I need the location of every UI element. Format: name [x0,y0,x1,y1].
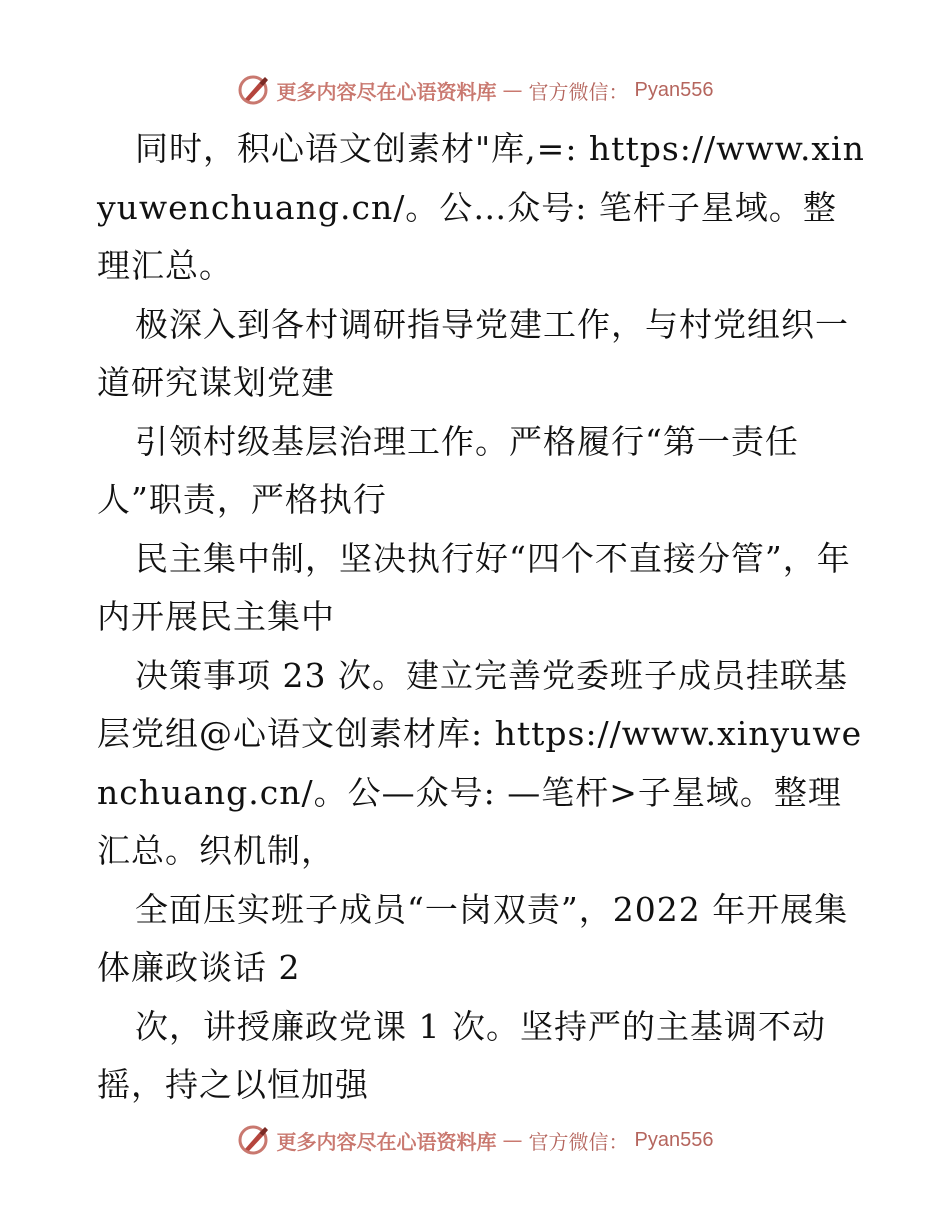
paragraph-3: 引领村级基层治理工作。严格履行“第一责任人”职责，严格执行 [97,421,799,519]
watermark-dash: — [502,1128,523,1152]
watermark-official-wechat-label: 官方微信： [528,79,629,104]
watermark-main-text: 更多内容尽在心语资料库 [276,1129,497,1154]
document-body [97,120,867,1115]
paragraph-7: 次，讲授廉政党课 1 次。坚持严的主基调不动摇，持之以恒加强 [97,1006,826,1104]
paragraph-6: 全面压实班子成员“一岗双责”，2022 年开展集体廉政谈话 2 [97,889,849,987]
watermark-wechat-id: Pyan556 [634,1128,714,1151]
paragraph-1: 同时，积心语文创素材"库,=: https://www.xinyuwenchuang.cn/。公…众号: 笔杆子星域。整理汇总。 [97,129,865,285]
watermark-main-text: 更多内容尽在心语资料库 [276,79,497,104]
watermark-dash: — [502,78,523,102]
watermark-official-wechat-label: 官方微信： [528,1129,629,1154]
paragraph-5: 决策事项 23 次。建立完善党委班子成员挂联基层党组@心语文创素材库: https://www.xinyuwenchuang.cn/。公—众号: —笔杆>子星域。整理汇总。织机制， [97,655,863,870]
header-watermark-banner [0,70,950,110]
watermark-wechat-id: Pyan556 [634,78,714,101]
pen-logo-icon [237,1123,271,1157]
paragraph-2: 极深入到各村调研指导党建工作，与村党组织一道研究谋划党建 [97,304,849,402]
pen-logo-icon [237,73,271,107]
footer-watermark-banner [0,1120,950,1160]
paragraph-4: 民主集中制，坚决执行好“四个不直接分管”，年内开展民主集中 [97,538,851,636]
